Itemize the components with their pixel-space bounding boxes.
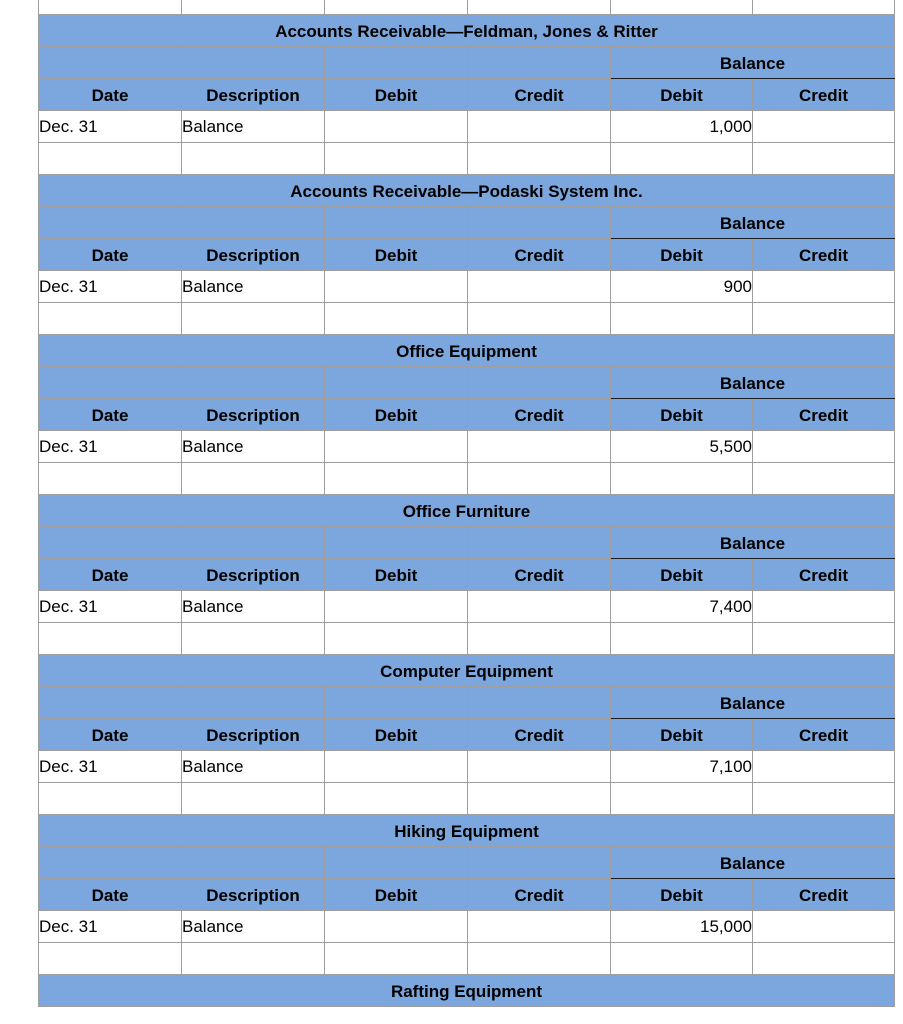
ledger-form xyxy=(38,0,894,1007)
entry-cell-date[interactable] xyxy=(39,111,182,143)
balance-header-row xyxy=(39,47,895,79)
entry-row-empty xyxy=(39,0,895,15)
debit-column-header xyxy=(325,239,468,271)
blank-header-cell xyxy=(182,687,325,719)
date-header-label: Date xyxy=(91,245,129,265)
column-header-row xyxy=(39,719,895,751)
description-column-header xyxy=(182,239,325,271)
balance-debit-column-header xyxy=(611,79,753,111)
date-column-header xyxy=(39,879,182,911)
entry-row-empty xyxy=(39,303,895,335)
date-column-header xyxy=(39,399,182,431)
entry-cell-credit[interactable] xyxy=(468,783,611,815)
entry-row xyxy=(39,431,895,463)
date-value: Dec. 31 xyxy=(39,116,98,136)
entry-cell-debit[interactable] xyxy=(325,0,468,15)
entry-row xyxy=(39,111,895,143)
balance-debit-header-label: Debit xyxy=(660,565,703,585)
column-header-row xyxy=(39,399,895,431)
date-header-label: Date xyxy=(91,405,129,425)
entry-cell-date[interactable] xyxy=(39,463,182,495)
blank-header-cell xyxy=(182,207,325,239)
blank-header-cell xyxy=(325,527,468,559)
account-title-cell xyxy=(39,335,895,367)
entry-cell-balance-debit[interactable] xyxy=(611,431,753,463)
entry-cell-debit[interactable] xyxy=(325,911,468,943)
description-value: Balance xyxy=(182,756,244,776)
entry-cell-credit[interactable] xyxy=(468,751,611,783)
account-title: Accounts Receivable—Feldman, Jones & Ritter xyxy=(275,21,658,41)
balance-debit-header-label: Debit xyxy=(660,885,703,905)
entry-cell-credit[interactable] xyxy=(468,911,611,943)
balance-header-cell xyxy=(611,207,895,239)
blank-header-cell xyxy=(325,687,468,719)
entry-cell-date[interactable] xyxy=(39,431,182,463)
account-title-cell xyxy=(39,655,895,687)
entry-cell-debit[interactable] xyxy=(325,111,468,143)
debit-column-header xyxy=(325,879,468,911)
entry-row-empty xyxy=(39,143,895,175)
balance-header-row xyxy=(39,847,895,879)
credit-header-label: Credit xyxy=(514,405,564,425)
entry-cell-description[interactable] xyxy=(182,783,325,815)
blank-header-cell xyxy=(468,847,611,879)
credit-header-label: Credit xyxy=(514,565,564,585)
blank-header-cell xyxy=(325,367,468,399)
entry-cell-description[interactable] xyxy=(182,143,325,175)
blank-header-cell xyxy=(39,47,182,79)
balance-header-row xyxy=(39,527,895,559)
entry-cell-balance-credit[interactable] xyxy=(753,623,895,655)
entry-cell-balance-debit[interactable] xyxy=(611,111,753,143)
entry-cell-description[interactable] xyxy=(182,0,325,15)
description-header-label: Description xyxy=(206,405,300,425)
blank-header-cell xyxy=(39,687,182,719)
entry-cell-description[interactable] xyxy=(182,271,325,303)
credit-column-header xyxy=(468,399,611,431)
balance-credit-header-label: Credit xyxy=(798,405,849,425)
entry-row-empty xyxy=(39,943,895,975)
credit-header-label: Credit xyxy=(514,85,564,105)
credit-column-header xyxy=(468,879,611,911)
account-title-row xyxy=(39,175,895,207)
date-value: Dec. 31 xyxy=(39,756,98,776)
balance-header: Balance xyxy=(719,533,786,553)
entry-cell-description[interactable] xyxy=(182,463,325,495)
balance-debit-value: 900 xyxy=(723,276,752,296)
description-value: Balance xyxy=(182,916,244,936)
entry-cell-credit[interactable] xyxy=(468,143,611,175)
description-column-header xyxy=(182,399,325,431)
column-header-row xyxy=(39,239,895,271)
blank-header-cell xyxy=(39,207,182,239)
entry-row-empty xyxy=(39,463,895,495)
balance-header-cell xyxy=(611,367,895,399)
balance-debit-column-header xyxy=(611,879,753,911)
debit-header-label: Debit xyxy=(374,405,418,425)
entry-cell-balance-credit[interactable] xyxy=(753,0,895,15)
balance-debit-header-label: Debit xyxy=(660,85,703,105)
entry-cell-balance-debit[interactable] xyxy=(611,623,753,655)
account-title: Office Furniture xyxy=(402,501,531,521)
balance-credit-column-header xyxy=(753,239,895,271)
date-column-header xyxy=(39,239,182,271)
entry-cell-description[interactable] xyxy=(182,303,325,335)
account-title-cell xyxy=(39,495,895,527)
debit-column-header xyxy=(325,559,468,591)
blank-header-cell xyxy=(182,367,325,399)
account-title-cell xyxy=(39,975,895,1007)
entry-cell-balance-debit[interactable] xyxy=(611,943,753,975)
entry-cell-balance-credit[interactable] xyxy=(753,271,895,303)
entry-cell-balance-debit[interactable] xyxy=(611,591,753,623)
account-title-cell xyxy=(39,15,895,47)
blank-header-cell xyxy=(468,687,611,719)
balance-header-cell xyxy=(611,47,895,79)
description-header-label: Description xyxy=(206,245,300,265)
entry-cell-debit[interactable] xyxy=(325,623,468,655)
description-header-label: Description xyxy=(206,85,300,105)
entry-cell-debit[interactable] xyxy=(325,463,468,495)
date-header-label: Date xyxy=(91,725,129,745)
balance-debit-header-label: Debit xyxy=(660,725,703,745)
entry-row-empty xyxy=(39,623,895,655)
entry-cell-debit[interactable] xyxy=(325,783,468,815)
entry-cell-credit[interactable] xyxy=(468,431,611,463)
debit-column-header xyxy=(325,719,468,751)
balance-header: Balance xyxy=(719,693,786,713)
entry-cell-date[interactable] xyxy=(39,0,182,15)
balance-debit-column-header xyxy=(611,399,753,431)
entry-cell-description[interactable] xyxy=(182,111,325,143)
entry-cell-credit[interactable] xyxy=(468,943,611,975)
entry-cell-credit[interactable] xyxy=(468,0,611,15)
balance-credit-column-header xyxy=(753,79,895,111)
balance-credit-column-header xyxy=(753,559,895,591)
description-column-header xyxy=(182,719,325,751)
credit-header-label: Credit xyxy=(514,245,564,265)
blank-header-cell xyxy=(468,527,611,559)
entry-cell-date[interactable] xyxy=(39,271,182,303)
description-column-header xyxy=(182,559,325,591)
date-header-label: Date xyxy=(91,885,129,905)
entry-cell-balance-credit[interactable] xyxy=(753,591,895,623)
entry-cell-credit[interactable] xyxy=(468,111,611,143)
entry-row xyxy=(39,911,895,943)
account-title-row xyxy=(39,815,895,847)
account-title-cell xyxy=(39,175,895,207)
entry-cell-balance-credit[interactable] xyxy=(753,303,895,335)
balance-header: Balance xyxy=(719,373,786,393)
credit-header-label: Credit xyxy=(514,725,564,745)
entry-cell-balance-credit[interactable] xyxy=(753,911,895,943)
balance-header-row xyxy=(39,207,895,239)
debit-column-header xyxy=(325,399,468,431)
balance-credit-header-label: Credit xyxy=(798,85,849,105)
entry-cell-debit[interactable] xyxy=(325,271,468,303)
balance-header: Balance xyxy=(719,853,786,873)
credit-column-header xyxy=(468,239,611,271)
blank-header-cell xyxy=(182,847,325,879)
balance-credit-column-header xyxy=(753,399,895,431)
description-value: Balance xyxy=(182,276,244,296)
date-header-label: Date xyxy=(91,85,129,105)
entry-cell-balance-credit[interactable] xyxy=(753,143,895,175)
entry-cell-balance-credit[interactable] xyxy=(753,783,895,815)
entry-cell-date[interactable] xyxy=(39,783,182,815)
entry-cell-date[interactable] xyxy=(39,591,182,623)
general-ledger-table xyxy=(38,0,895,1007)
balance-header-cell xyxy=(611,687,895,719)
entry-row xyxy=(39,271,895,303)
entry-cell-credit[interactable] xyxy=(468,303,611,335)
entry-row-empty xyxy=(39,783,895,815)
entry-cell-balance-debit[interactable] xyxy=(611,143,753,175)
description-header-label: Description xyxy=(206,565,300,585)
blank-header-cell xyxy=(468,207,611,239)
entry-cell-balance-debit[interactable] xyxy=(611,783,753,815)
entry-cell-date[interactable] xyxy=(39,943,182,975)
description-header-label: Description xyxy=(206,885,300,905)
description-column-header xyxy=(182,79,325,111)
entry-cell-debit[interactable] xyxy=(325,303,468,335)
entry-cell-date[interactable] xyxy=(39,623,182,655)
column-header-row xyxy=(39,79,895,111)
account-title-row xyxy=(39,335,895,367)
account-title: Accounts Receivable—Podaski System Inc. xyxy=(290,181,643,201)
balance-header: Balance xyxy=(719,53,786,73)
date-column-header xyxy=(39,719,182,751)
debit-column-header xyxy=(325,79,468,111)
blank-header-cell xyxy=(325,207,468,239)
blank-header-cell xyxy=(39,527,182,559)
entry-cell-debit[interactable] xyxy=(325,591,468,623)
debit-header-label: Debit xyxy=(374,565,418,585)
entry-cell-balance-credit[interactable] xyxy=(753,463,895,495)
balance-header-cell xyxy=(611,847,895,879)
balance-debit-value: 1,000 xyxy=(709,116,752,136)
balance-debit-column-header xyxy=(611,559,753,591)
column-header-row xyxy=(39,879,895,911)
description-value: Balance xyxy=(182,436,244,456)
account-title-row xyxy=(39,975,895,1007)
entry-cell-balance-credit[interactable] xyxy=(753,751,895,783)
entry-cell-credit[interactable] xyxy=(468,271,611,303)
entry-cell-balance-debit[interactable] xyxy=(611,0,753,15)
balance-credit-header-label: Credit xyxy=(798,565,849,585)
balance-header-row xyxy=(39,367,895,399)
debit-header-label: Debit xyxy=(374,725,418,745)
entry-cell-balance-debit[interactable] xyxy=(611,751,753,783)
entry-cell-date[interactable] xyxy=(39,303,182,335)
entry-row xyxy=(39,591,895,623)
date-value: Dec. 31 xyxy=(39,436,98,456)
credit-header-label: Credit xyxy=(514,885,564,905)
entry-cell-description[interactable] xyxy=(182,911,325,943)
balance-debit-column-header xyxy=(611,719,753,751)
date-column-header xyxy=(39,559,182,591)
balance-header-cell xyxy=(611,527,895,559)
entry-cell-balance-credit[interactable] xyxy=(753,943,895,975)
blank-header-cell xyxy=(182,527,325,559)
entry-cell-description[interactable] xyxy=(182,431,325,463)
blank-header-cell xyxy=(468,47,611,79)
blank-header-cell xyxy=(325,47,468,79)
entry-cell-debit[interactable] xyxy=(325,431,468,463)
entry-cell-debit[interactable] xyxy=(325,751,468,783)
entry-row xyxy=(39,751,895,783)
entry-cell-balance-debit[interactable] xyxy=(611,463,753,495)
balance-credit-header-label: Credit xyxy=(798,725,849,745)
entry-cell-balance-credit[interactable] xyxy=(753,111,895,143)
date-value: Dec. 31 xyxy=(39,916,98,936)
balance-debit-value: 7,100 xyxy=(709,756,752,776)
debit-header-label: Debit xyxy=(374,885,418,905)
account-title: Computer Equipment xyxy=(380,661,553,681)
balance-debit-header-label: Debit xyxy=(660,245,703,265)
account-title-cell xyxy=(39,815,895,847)
balance-debit-value: 15,000 xyxy=(700,916,752,936)
balance-debit-value: 5,500 xyxy=(709,436,752,456)
entry-cell-credit[interactable] xyxy=(468,623,611,655)
credit-column-header xyxy=(468,79,611,111)
description-header-label: Description xyxy=(206,725,300,745)
account-title-row xyxy=(39,495,895,527)
balance-credit-column-header xyxy=(753,879,895,911)
entry-cell-balance-credit[interactable] xyxy=(753,431,895,463)
entry-cell-description[interactable] xyxy=(182,751,325,783)
entry-cell-debit[interactable] xyxy=(325,143,468,175)
entry-cell-description[interactable] xyxy=(182,591,325,623)
account-title: Hiking Equipment xyxy=(394,821,539,841)
entry-cell-date[interactable] xyxy=(39,751,182,783)
entry-cell-balance-debit[interactable] xyxy=(611,303,753,335)
entry-cell-date[interactable] xyxy=(39,911,182,943)
account-title-row xyxy=(39,655,895,687)
balance-debit-value: 7,400 xyxy=(709,596,752,616)
debit-header-label: Debit xyxy=(374,85,418,105)
entry-cell-debit[interactable] xyxy=(325,943,468,975)
date-header-label: Date xyxy=(91,565,129,585)
balance-header: Balance xyxy=(719,213,786,233)
entry-cell-credit[interactable] xyxy=(468,591,611,623)
description-column-header xyxy=(182,879,325,911)
date-value: Dec. 31 xyxy=(39,276,98,296)
date-value: Dec. 31 xyxy=(39,596,98,616)
date-column-header xyxy=(39,79,182,111)
entry-cell-balance-debit[interactable] xyxy=(611,911,753,943)
balance-header-row xyxy=(39,687,895,719)
balance-credit-column-header xyxy=(753,719,895,751)
column-header-row xyxy=(39,559,895,591)
account-title: Rafting Equipment xyxy=(390,981,543,1001)
blank-header-cell xyxy=(468,367,611,399)
balance-debit-column-header xyxy=(611,239,753,271)
balance-credit-header-label: Credit xyxy=(798,885,849,905)
debit-header-label: Debit xyxy=(374,245,418,265)
account-title: Office Equipment xyxy=(396,341,537,361)
blank-header-cell xyxy=(182,47,325,79)
balance-debit-header-label: Debit xyxy=(660,405,703,425)
credit-column-header xyxy=(468,719,611,751)
blank-header-cell xyxy=(39,367,182,399)
entry-cell-description[interactable] xyxy=(182,943,325,975)
balance-credit-header-label: Credit xyxy=(798,245,849,265)
entry-cell-balance-debit[interactable] xyxy=(611,271,753,303)
entry-cell-description[interactable] xyxy=(182,623,325,655)
entry-cell-date[interactable] xyxy=(39,143,182,175)
entry-cell-credit[interactable] xyxy=(468,463,611,495)
description-value: Balance xyxy=(182,596,244,616)
blank-header-cell xyxy=(39,847,182,879)
credit-column-header xyxy=(468,559,611,591)
description-value: Balance xyxy=(182,116,244,136)
blank-header-cell xyxy=(325,847,468,879)
account-title-row xyxy=(39,15,895,47)
